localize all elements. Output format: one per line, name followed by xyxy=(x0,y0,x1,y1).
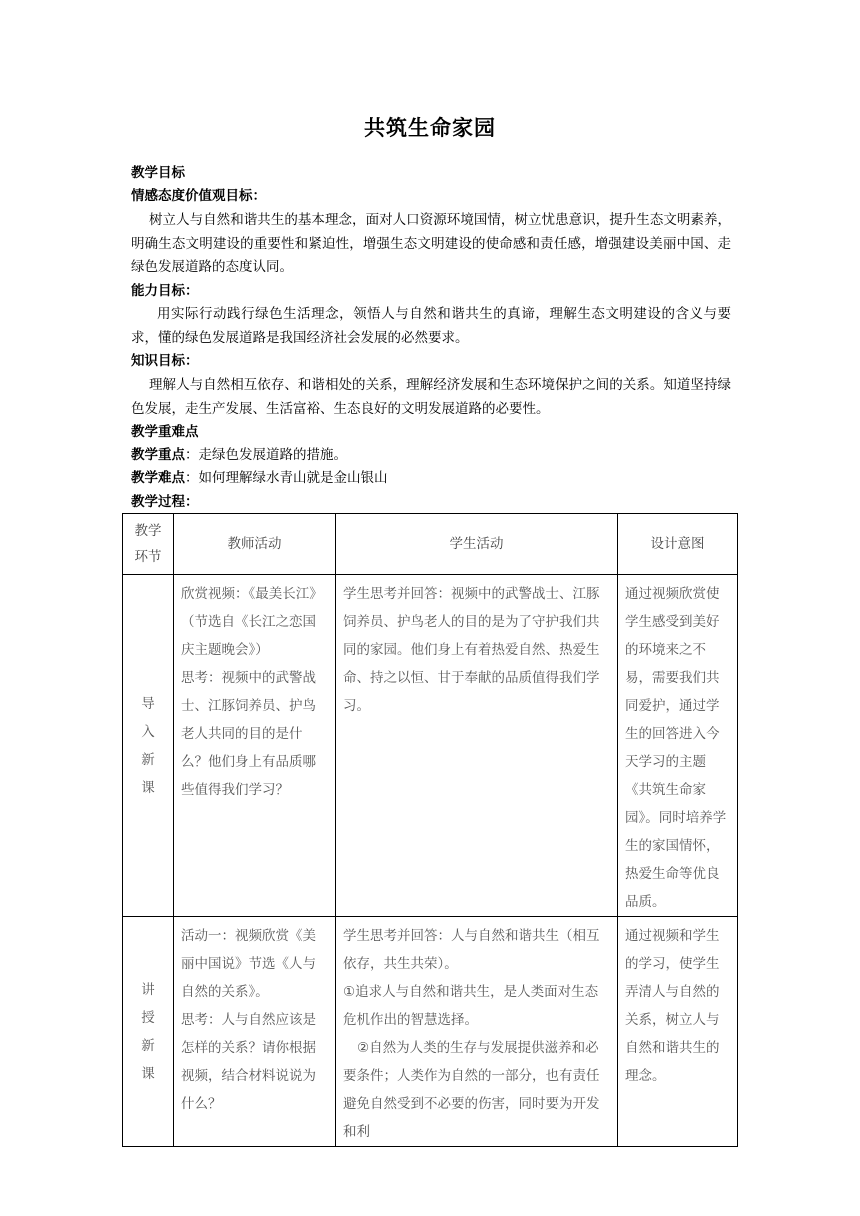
focus-label: 教学重点 xyxy=(131,447,185,463)
difficulty-label: 教学难点 xyxy=(131,470,185,486)
header-teacher: 教师活动 xyxy=(174,514,336,575)
student-cell xyxy=(336,575,618,917)
process-heading: 教学过程： xyxy=(131,494,199,510)
table-header-row xyxy=(123,514,738,575)
teacher-line: 思考：视频中的武警战士、江豚饲养员、护鸟老人共同的目的是什么？他们身上有品质哪些值得我们学习？ xyxy=(181,670,316,798)
student-line: ②自然为人类的生存与发展提供滋养和必要条件；人类作为自然的一部分，也有责任避免自然受到不必要的伤害，同时要为开发和利 xyxy=(343,1040,600,1140)
key-points-heading: 教学重难点 xyxy=(131,424,199,440)
teacher-line: 思考：人与自然应该是怎样的关系？请你根据视频，结合材料说说为什么？ xyxy=(181,1012,316,1112)
teacher-cell xyxy=(174,917,336,1147)
table-row xyxy=(123,575,738,917)
table-row xyxy=(123,917,738,1147)
knowledge-goal-text: 理解人与自然相互依存、和谐相处的关系，理解经济发展和生态环境保护之间的关系。知道坚持绿色发展，走生产发展、生活富裕、生态良好的文明发展道路的必要性。 xyxy=(131,377,731,417)
intent-line: 通过视频和学生的学习，使学生弄清人与自然的关系，树立人与自然和谐共生的理念。 xyxy=(625,928,720,1084)
ability-goal-text: 用实际行动践行绿色生活理念，领悟人与自然和谐共生的真谛，理解生态文明建设的含义与要求，懂的绿色发展道路是我国经济社会发展的必然要求。 xyxy=(131,306,731,346)
goals-heading: 教学目标 xyxy=(131,165,185,181)
student-line: 学生思考并回答：视频中的武警战士、江豚饲养员、护鸟老人的目的是为了守护我们共同的家园。他们身上有着热爱自然、热爱生命、持之以恒、甘于奉献的品质值得我们学习。 xyxy=(343,586,600,714)
focus-text: ：走绿色发展道路的措施。 xyxy=(185,447,347,463)
intent-line: 通过视频欣赏使学生感受到美好的环境来之不易，需要我们共同爱护，通过学生的回答进入今天学习的主题《共筑生命家园》。同时培养学生的家国情怀，热爱生命等优良品质。 xyxy=(625,586,727,910)
emotion-goal-text: 树立人与自然和谐共生的基本理念，面对人口资源环境国情，树立忧患意识，提升生态文明素养，明确生态文明建设的重要性和紧迫性，增强生态文明建设的使命感和责任感，增强建设美丽中国、走绿色发展道路的态度认同。 xyxy=(131,212,731,275)
intent-cell xyxy=(618,917,738,1147)
ability-goal-heading: 能力目标： xyxy=(131,283,199,299)
teacher-line: 欣赏视频：《最美长江》（节选自《长江之恋国庆主题晚会》） xyxy=(181,586,323,658)
stage-cell: 导入新课 xyxy=(123,575,174,917)
teacher-line: 活动一：视频欣赏《美丽中国说》节选《人与自然的关系》。 xyxy=(181,928,316,1000)
process-table xyxy=(122,513,738,1147)
header-student: 学生活动 xyxy=(336,514,618,575)
intent-cell xyxy=(618,575,738,917)
page-title: 共筑生命家园 xyxy=(364,116,496,140)
teaching-focus xyxy=(131,444,731,468)
difficulty-text: ：如何理解绿水青山就是金山银山 xyxy=(185,470,388,486)
teacher-cell xyxy=(174,575,336,917)
stage-cell: 讲授新课 xyxy=(123,917,174,1147)
knowledge-goal-heading: 知识目标： xyxy=(131,353,199,369)
header-intent: 设计意图 xyxy=(618,514,738,575)
teaching-difficulty xyxy=(131,467,731,491)
student-cell xyxy=(336,917,618,1147)
student-line: ①追求人与自然和谐共生，是人类面对生态危机作出的智慧选择。 xyxy=(343,984,599,1028)
emotion-goal-heading: 情感态度价值观目标： xyxy=(131,188,266,204)
student-line: 学生思考并回答：人与自然和谐共生（相互依存，共生共荣）。 xyxy=(343,928,600,972)
header-stage: 教学环节 xyxy=(123,514,174,575)
